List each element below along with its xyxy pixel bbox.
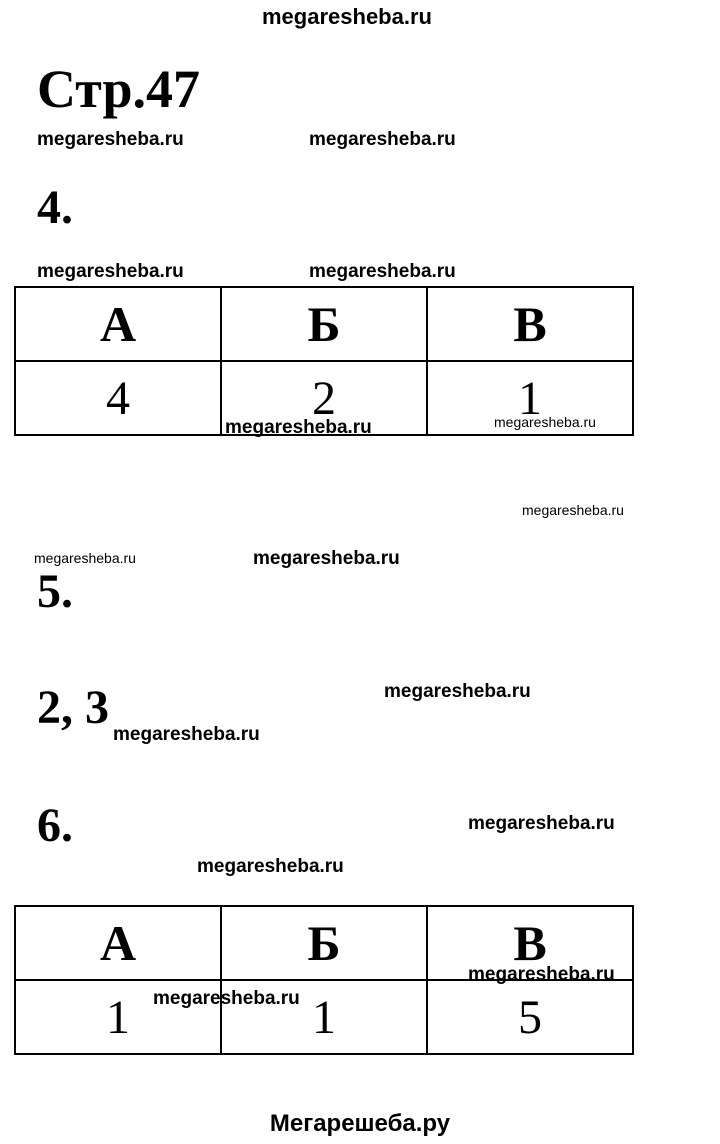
watermark: megaresheba.ru <box>468 813 615 834</box>
table-header-cell: А <box>15 906 221 980</box>
watermark: megaresheba.ru <box>522 502 624 518</box>
watermark: megaresheba.ru <box>34 550 136 566</box>
table-cell: 1 <box>221 980 427 1054</box>
watermark: megaresheba.ru <box>153 988 300 1009</box>
page-title: Стр.47 <box>37 59 201 119</box>
table-header-cell: В <box>427 287 633 361</box>
table-header-cell: А <box>15 287 221 361</box>
task-number: 5. <box>37 565 73 618</box>
table-cell: 1 <box>427 361 633 435</box>
table-cell: 5 <box>427 980 633 1054</box>
footer-brand: Мегарешеба.ру <box>269 1110 451 1137</box>
watermark: megaresheba.ru <box>468 964 615 985</box>
watermark: megaresheba.ru <box>225 417 372 438</box>
table-cell: 4 <box>15 361 221 435</box>
task-answer: 2, 3 <box>37 681 109 734</box>
table-header-cell: В <box>427 906 633 980</box>
table-cell: 1 <box>15 980 221 1054</box>
table-row <box>15 980 633 1054</box>
watermark: megaresheba.ru <box>253 548 400 569</box>
table-cell: 2 <box>221 361 427 435</box>
watermark: megaresheba.ru <box>37 129 184 150</box>
watermark: megaresheba.ru <box>113 724 260 745</box>
watermark: megaresheba.ru <box>309 129 456 150</box>
watermark: megaresheba.ru <box>494 414 596 430</box>
watermark: megaresheba.ru <box>37 261 184 282</box>
task-number: 6. <box>37 799 73 852</box>
table-header-row <box>15 287 633 361</box>
watermark: megaresheba.ru <box>384 681 531 702</box>
watermark: megaresheba.ru <box>262 4 432 29</box>
table-header-cell: Б <box>221 906 427 980</box>
watermark: megaresheba.ru <box>309 261 456 282</box>
watermark: megaresheba.ru <box>197 856 344 877</box>
task-number: 4. <box>37 181 73 234</box>
table-header-cell: Б <box>221 287 427 361</box>
